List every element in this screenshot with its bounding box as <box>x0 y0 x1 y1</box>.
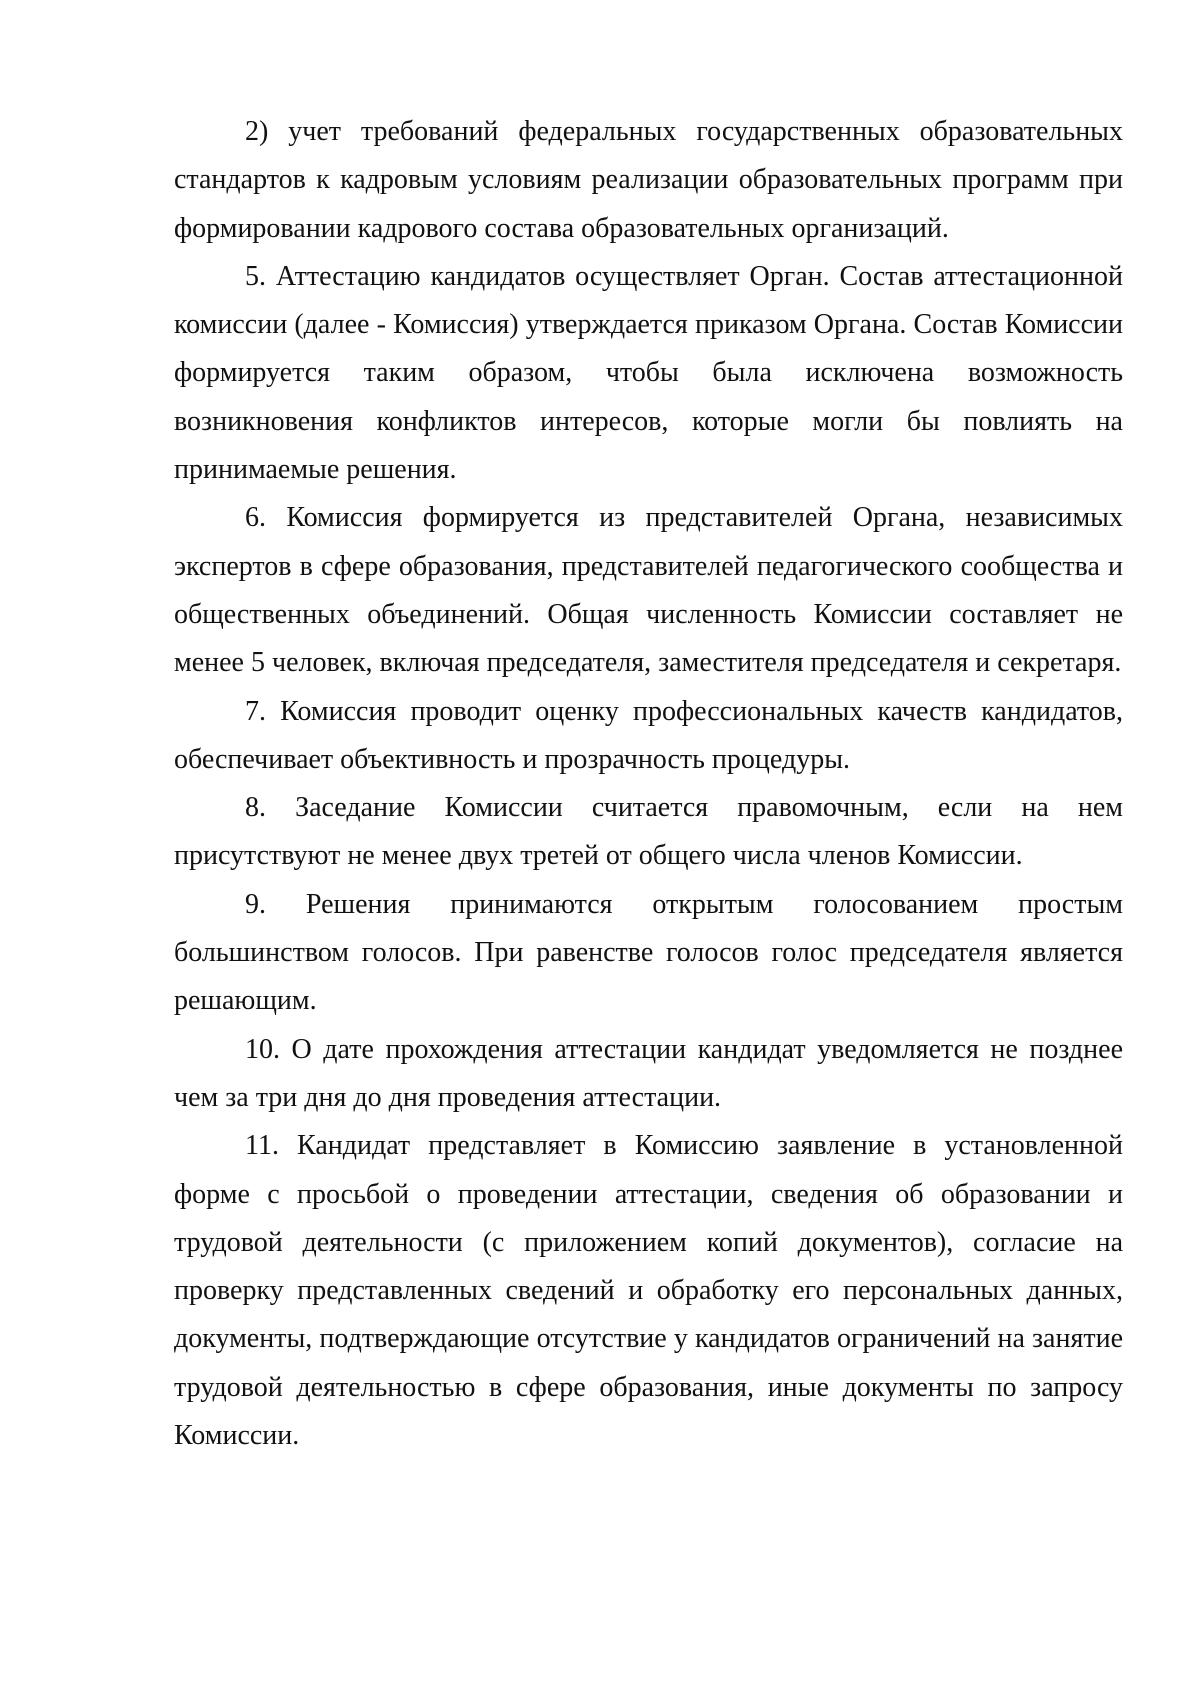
paragraph-7: 7. Комиссия проводит оценку профессиональных качеств кандидатов, обеспечивает объективность и прозрачность процедуры. <box>174 695 1123 775</box>
paragraph-8: 8. Заседание Комиссии считается правомочным, если на нем присутствуют не менее двух третей от общего числа членов Комиссии. <box>174 792 1123 872</box>
paragraph-11: 11. Кандидат представляет в Комиссию заявление в установленной форме с просьбой о проведении аттестации, сведения об образовании и трудовой деятельности (с приложением копий документов), согласие на проверку представленных сведений и обработку его персональных данных, документы, подтверждающие отсутствие у кандидатов ограничений на занятие трудовой деятельностью в сфере образования, иные документы по запросу Комиссии. <box>174 1130 1123 1452</box>
paragraph-5: 5. Аттестацию кандидатов осуществляет Орган. Состав аттестационной комиссии (далее - Комиссия) утверждается приказом Органа. Состав Комиссии формируется таким образом, чтобы была исключена возможность возникновения конфликтов интересов, которые могли бы повлиять на принимаемые решения. <box>174 260 1123 486</box>
document-body <box>174 108 1123 1460</box>
paragraph-10: 10. О дате прохождения аттестации кандидат уведомляется не позднее чем за три дня до дня проведения аттестации. <box>174 1033 1123 1113</box>
paragraph-6: 6. Комиссия формируется из представителей Органа, независимых экспертов в сфере образования, представителей педагогического сообщества и общественных объединений. Общая численность Комиссии составляет не менее 5 человек, включая председателя, заместителя председателя и секретаря. <box>174 502 1123 679</box>
paragraph-9: 9. Решения принимаются открытым голосованием простым большинством голосов. При равенстве голосов голос председателя является решающим. <box>174 888 1123 1017</box>
paragraph-2: 2) учет требований федеральных государственных образовательных стандартов к кадровым условиям реализации образовательных программ при формировании кадрового состава образовательных организаций. <box>174 116 1123 244</box>
